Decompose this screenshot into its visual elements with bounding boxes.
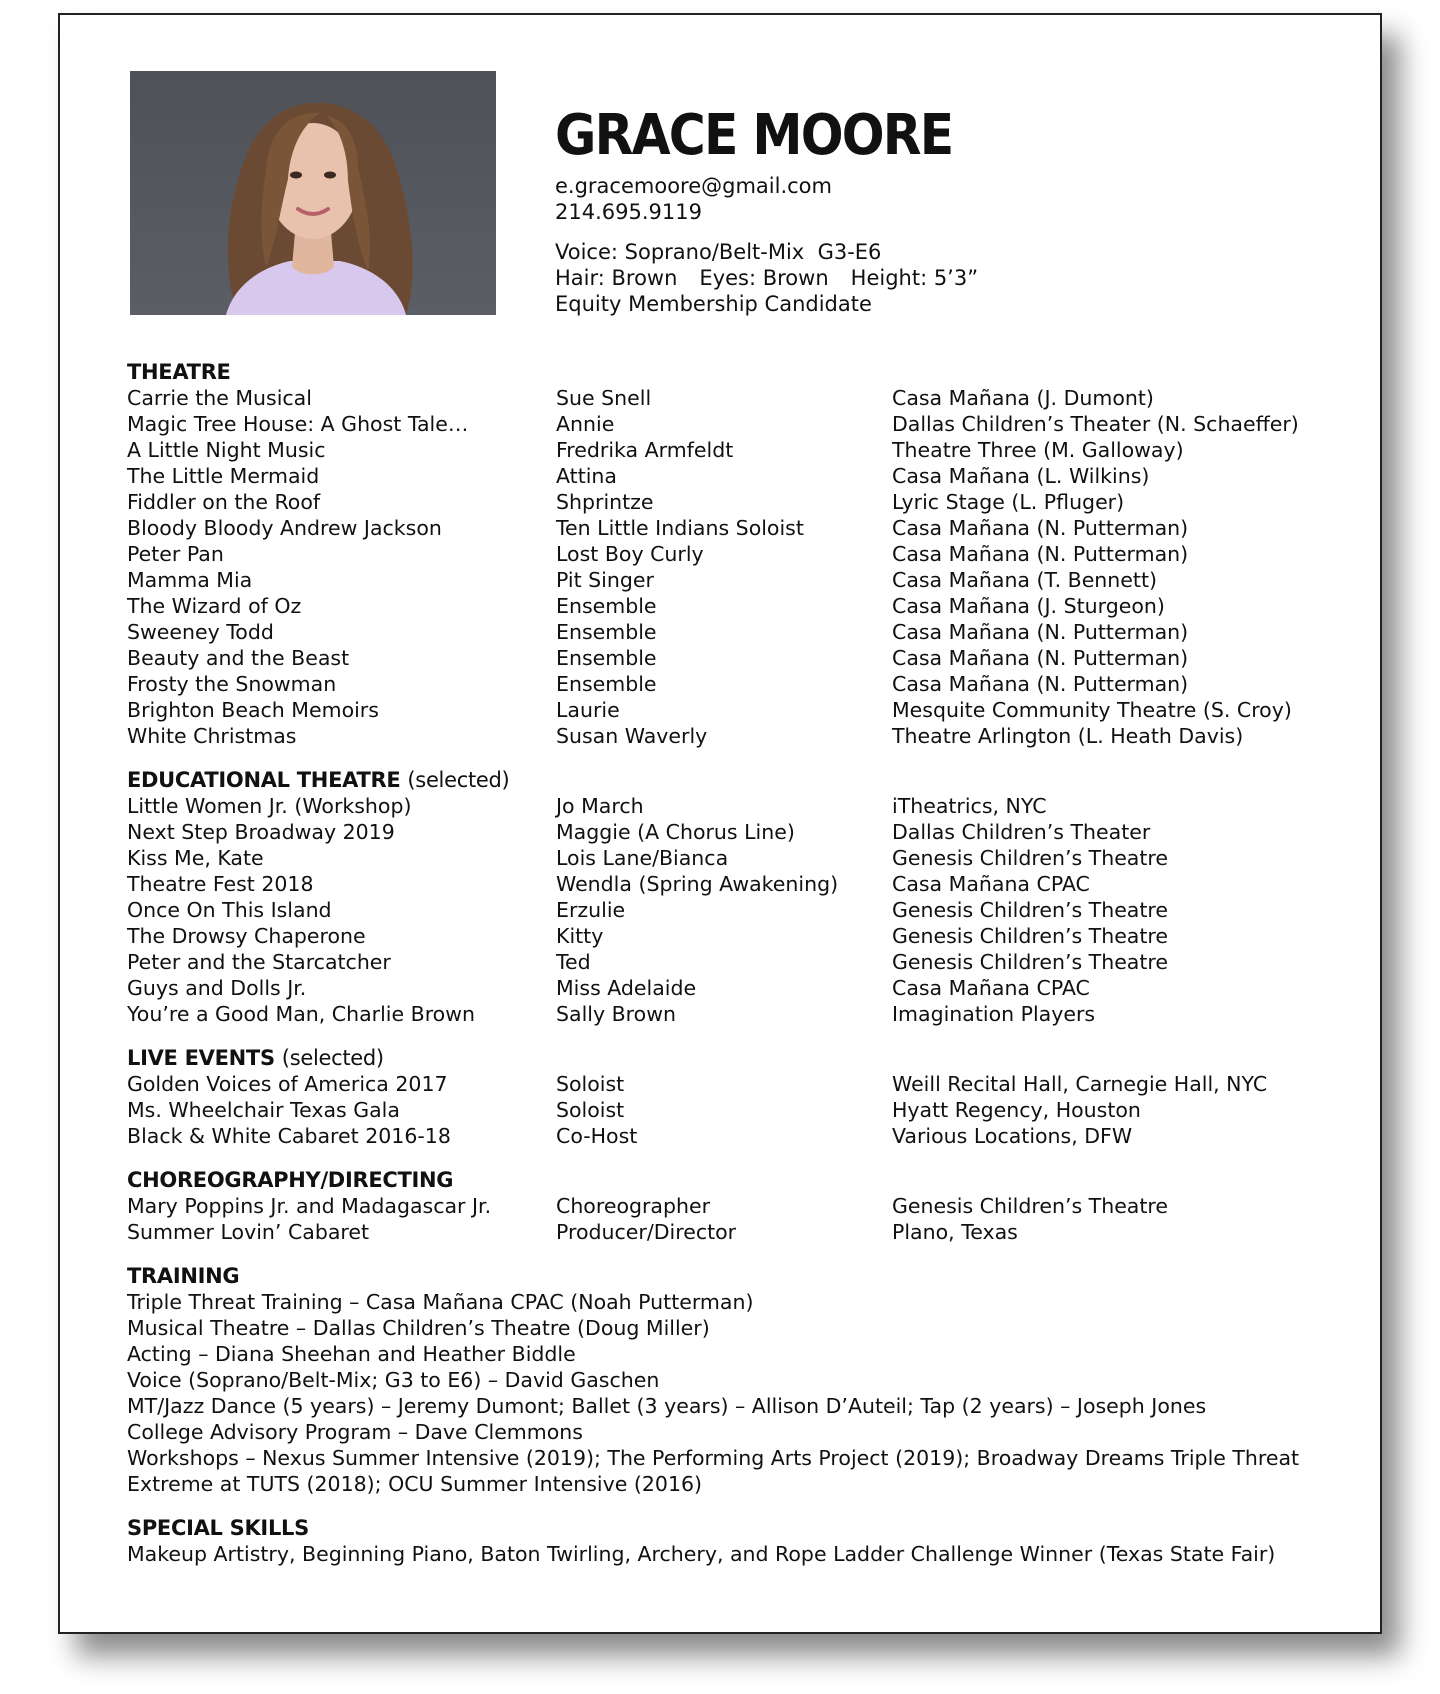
actor-name: GRACE MOORE [555, 103, 953, 168]
credit-show: Black & White Cabaret 2016-18 [127, 1124, 451, 1148]
credit-role: Co-Host [556, 1124, 638, 1148]
training-line: Extreme at TUTS (2018); OCU Summer Intensive (2016) [127, 1472, 703, 1496]
credit-row [127, 541, 1337, 567]
credit-role: Choreographer [556, 1194, 711, 1218]
credit-venue: Imagination Players [892, 1002, 1096, 1026]
hair-color: Hair: Brown [555, 266, 678, 290]
credit-venue: Weill Recital Hall, Carnegie Hall, NYC [892, 1072, 1268, 1096]
training-line: MT/Jazz Dance (5 years) – Jeremy Dumont; Ballet (3 years) – Allison D’Auteil; Tap (2 years) – Joseph Jones [127, 1394, 1207, 1418]
credit-show: Frosty the Snowman [127, 672, 337, 696]
credit-role: Ensemble [556, 594, 657, 618]
membership-status: Equity Membership Candidate [555, 292, 872, 316]
credit-role: Annie [556, 412, 615, 436]
credit-show: Magic Tree House: A Ghost Tale… [127, 412, 469, 436]
credit-venue: Theatre Three (M. Galloway) [892, 438, 1184, 462]
credit-venue: Casa Mañana CPAC [892, 872, 1090, 896]
credit-table [127, 1071, 1337, 1149]
credit-venue: Genesis Children’s Theatre [892, 924, 1168, 948]
skills-text: Makeup Artistry, Beginning Piano, Baton Twirling, Archery, and Rope Ladder Challenge Winner (Texas State Fair) [127, 1542, 1276, 1566]
credit-role: Miss Adelaide [556, 976, 697, 1000]
headshot-portrait-icon [130, 71, 496, 315]
credit-show: Peter Pan [127, 542, 224, 566]
credit-venue: Casa Mañana (J. Dumont) [892, 386, 1154, 410]
credit-venue: Mesquite Community Theatre (S. Croy) [892, 698, 1292, 722]
credit-role: Lois Lane/Bianca [556, 846, 729, 870]
credit-row [127, 593, 1337, 619]
credit-role: Susan Waverly [556, 724, 708, 748]
credit-show: Brighton Beach Memoirs [127, 698, 379, 722]
credit-show: Beauty and the Beast [127, 646, 350, 670]
section-title [127, 1045, 1337, 1071]
credit-row [127, 515, 1337, 541]
credit-show: Next Step Broadway 2019 [127, 820, 395, 844]
credit-show: Theatre Fest 2018 [127, 872, 314, 896]
phone: 214.695.9119 [555, 200, 702, 224]
section-title-text: LIVE EVENTS [127, 1046, 275, 1070]
credit-show: Fiddler on the Roof [127, 490, 321, 514]
credit-venue: Casa Mañana (L. Wilkins) [892, 464, 1150, 488]
credit-row [127, 645, 1337, 671]
selected-note: (selected) [281, 1046, 384, 1070]
credit-row [127, 437, 1337, 463]
credit-role: Fredrika Armfeldt [556, 438, 734, 462]
credit-show: Mary Poppins Jr. and Madagascar Jr. [127, 1194, 492, 1218]
credit-role: Laurie [556, 698, 620, 722]
credit-row [127, 923, 1337, 949]
credit-row [127, 1071, 1337, 1097]
credit-show: Peter and the Starcatcher [127, 950, 391, 974]
credit-role: Ted [556, 950, 591, 974]
credit-show: Bloody Bloody Andrew Jackson [127, 516, 442, 540]
credit-venue: Casa Mañana (N. Putterman) [892, 620, 1189, 644]
credit-venue: Theatre Arlington (L. Heath Davis) [892, 724, 1244, 748]
credit-show: The Wizard of Oz [127, 594, 302, 618]
credit-row [127, 949, 1337, 975]
credit-show: You’re a Good Man, Charlie Brown [127, 1002, 475, 1026]
credit-row [127, 723, 1337, 749]
training-line: Workshops – Nexus Summer Intensive (2019); The Performing Arts Project (2019); Broadway Dreams Triple Threat [127, 1446, 1300, 1470]
credit-row [127, 1001, 1337, 1027]
credit-venue: Casa Mañana (N. Putterman) [892, 542, 1189, 566]
credit-show: A Little Night Music [127, 438, 326, 462]
credit-venue: iTheatrics, NYC [892, 794, 1047, 818]
section-title [127, 767, 1337, 793]
credit-venue: Casa Mañana (N. Putterman) [892, 646, 1189, 670]
choreography-section [127, 1167, 1337, 1245]
credit-venue: Casa Mañana CPAC [892, 976, 1090, 1000]
credit-venue: Genesis Children’s Theatre [892, 1194, 1168, 1218]
credit-row [127, 385, 1337, 411]
credit-row [127, 845, 1337, 871]
credit-row [127, 567, 1337, 593]
headshot-photo [130, 71, 496, 315]
credit-venue: Dallas Children’s Theater (N. Schaeffer) [892, 412, 1299, 436]
credit-role: Sue Snell [556, 386, 652, 410]
credit-venue: Casa Mañana (T. Bennett) [892, 568, 1157, 592]
credit-venue: Casa Mañana (N. Putterman) [892, 516, 1189, 540]
credit-venue: Various Locations, DFW [892, 1124, 1133, 1148]
credit-role: Wendla (Spring Awakening) [556, 872, 839, 896]
credit-venue: Dallas Children’s Theater [892, 820, 1151, 844]
section-title-text: EDUCATIONAL THEATRE [127, 768, 401, 792]
credit-show: Carrie the Musical [127, 386, 312, 410]
credit-venue: Genesis Children’s Theatre [892, 950, 1168, 974]
credit-table [127, 1193, 1337, 1245]
credit-venue: Casa Mañana (J. Sturgeon) [892, 594, 1165, 618]
credit-show: White Christmas [127, 724, 297, 748]
credit-venue: Genesis Children’s Theatre [892, 846, 1168, 870]
credit-row [127, 411, 1337, 437]
credit-role: Ensemble [556, 646, 657, 670]
credit-role: Jo March [556, 794, 644, 818]
credit-show: Mamma Mia [127, 568, 253, 592]
credit-row [127, 819, 1337, 845]
section-title: TRAINING [127, 1264, 240, 1288]
credit-show: The Little Mermaid [127, 464, 320, 488]
live-events-section [127, 1045, 1337, 1149]
credit-role: Ensemble [556, 672, 657, 696]
credit-row [127, 871, 1337, 897]
credit-role: Ten Little Indians Soloist [556, 516, 804, 540]
credit-venue: Genesis Children’s Theatre [892, 898, 1168, 922]
credit-table [127, 385, 1337, 749]
resume-header [555, 103, 997, 317]
training-list [127, 1289, 1337, 1497]
training-line: College Advisory Program – Dave Clemmons [127, 1420, 583, 1444]
special-skills-section [127, 1515, 1337, 1567]
credit-row [127, 897, 1337, 923]
credit-table [127, 793, 1337, 1027]
credit-row [127, 697, 1337, 723]
credit-show: Little Women Jr. (Workshop) [127, 794, 412, 818]
credit-row [127, 619, 1337, 645]
height: Height: 5’3” [850, 266, 979, 290]
credit-row [127, 671, 1337, 697]
credit-show: Ms. Wheelchair Texas Gala [127, 1098, 400, 1122]
training-line: Triple Threat Training – Casa Mañana CPAC (Noah Putterman) [127, 1290, 754, 1314]
credit-row [127, 1097, 1337, 1123]
voice-type: Voice: Soprano/Belt-Mix G3-E6 [555, 240, 882, 264]
training-line: Acting – Diana Sheehan and Heather Biddle [127, 1342, 576, 1366]
training-section [127, 1263, 1337, 1497]
theatre-section [127, 359, 1337, 749]
credit-venue: Lyric Stage (L. Pfluger) [892, 490, 1125, 514]
credit-show: Kiss Me, Kate [127, 846, 264, 870]
credit-row [127, 975, 1337, 1001]
credit-show: The Drowsy Chaperone [127, 924, 366, 948]
training-line: Musical Theatre – Dallas Children’s Theatre (Doug Miller) [127, 1316, 710, 1340]
section-title: CHOREOGRAPHY/DIRECTING [127, 1168, 454, 1192]
credit-row [127, 1123, 1337, 1149]
credit-role: Soloist [556, 1098, 625, 1122]
credit-show: Summer Lovin’ Cabaret [127, 1220, 370, 1244]
credit-venue: Casa Mañana (N. Putterman) [892, 672, 1189, 696]
email: e.gracemoore@gmail.com [555, 174, 832, 198]
eye-color: Eyes: Brown [699, 266, 829, 290]
credit-row [127, 1219, 1337, 1245]
credit-role: Ensemble [556, 620, 657, 644]
credit-row [127, 489, 1337, 515]
credit-show: Once On This Island [127, 898, 332, 922]
credit-role: Kitty [556, 924, 604, 948]
credit-row [127, 793, 1337, 819]
credit-role: Erzulie [556, 898, 626, 922]
credit-role: Shprintze [556, 490, 654, 514]
section-title: THEATRE [127, 360, 231, 384]
resume-page [58, 13, 1382, 1634]
credit-venue: Hyatt Regency, Houston [892, 1098, 1141, 1122]
credit-row [127, 463, 1337, 489]
credit-role: Attina [556, 464, 617, 488]
credit-role: Sally Brown [556, 1002, 676, 1026]
credit-venue: Plano, Texas [892, 1220, 1018, 1244]
credit-show: Sweeney Todd [127, 620, 274, 644]
credit-role: Pit Singer [556, 568, 654, 592]
training-line: Voice (Soprano/Belt-Mix; G3 to E6) – David Gaschen [127, 1368, 660, 1392]
credit-role: Soloist [556, 1072, 625, 1096]
stats-block [555, 239, 997, 317]
appearance-line [555, 265, 997, 291]
section-title: SPECIAL SKILLS [127, 1516, 309, 1540]
credit-role: Lost Boy Curly [556, 542, 704, 566]
contact-block [555, 173, 997, 225]
credit-show: Guys and Dolls Jr. [127, 976, 307, 1000]
credit-role: Maggie (A Chorus Line) [556, 820, 795, 844]
credit-show: Golden Voices of America 2017 [127, 1072, 448, 1096]
credit-row [127, 1193, 1337, 1219]
resume-body [127, 359, 1337, 1585]
selected-note: (selected) [407, 768, 510, 792]
credit-role: Producer/Director [556, 1220, 737, 1244]
educational-theatre-section [127, 767, 1337, 1027]
